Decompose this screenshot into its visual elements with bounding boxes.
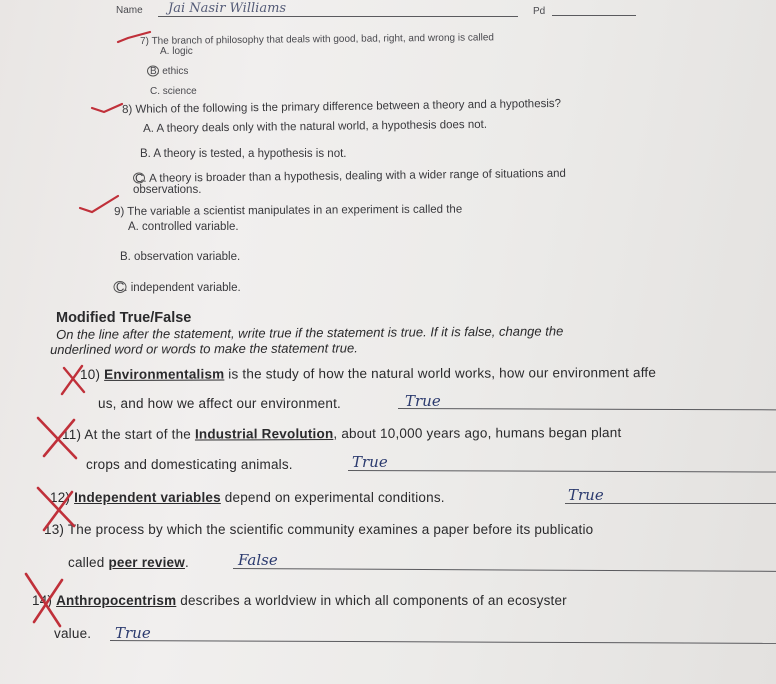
q11-text-line2: crops and domesticating animals. — [86, 457, 293, 472]
q9-option-b: B. observation variable. — [120, 251, 241, 263]
q7-selected-circle — [148, 66, 159, 76]
q10-x-mark — [62, 366, 84, 394]
q11-text-pre: At the start of the — [84, 426, 195, 442]
q8-option-a: A. A theory deals only with the natural world, a hypothesis does not. — [143, 118, 488, 135]
q9-selected-circle — [114, 282, 126, 293]
q13-number: 13) — [44, 522, 65, 537]
q12-text: depend on experimental conditions. — [220, 490, 445, 505]
q11-number: 11) — [62, 426, 82, 442]
q8-option-c: C. A theory is broader than a hypothesis, dealing with a wider range of situations and — [135, 167, 566, 185]
q11-underlined-term: Industrial Revolution — [194, 426, 334, 442]
name-label: Name — [116, 5, 143, 16]
q8-option-c-cont: observations. — [133, 184, 202, 196]
q13-underlined-term: peer review — [108, 555, 185, 570]
q9-option-a: A. controlled variable. — [128, 221, 239, 233]
q10-underlined-term: Environmentalism — [104, 366, 225, 382]
section-instructions-1: On the line after the statement, write true if the statement is true. If it is false, change the — [56, 323, 564, 342]
q13-text-pre: called — [68, 555, 109, 570]
q14-x-mark — [26, 574, 62, 626]
q11-answer: True — [352, 453, 388, 471]
q10-text-line2: us, and how we affect our environment. — [98, 396, 341, 411]
q7-option-b: B. ethics — [150, 66, 189, 77]
q8-selected-circle — [134, 173, 145, 183]
q7-option-c: C. science — [150, 86, 197, 97]
q14-answer: True — [115, 624, 151, 642]
question-7: 7) The branch of philosophy that deals with good, bad, right, and wrong is called — [140, 32, 495, 47]
question-8: 8) Which of the following is the primary difference between a theory and a hypothesis? — [122, 97, 562, 116]
q12-underlined-term: Independent variables — [74, 490, 221, 505]
period-label: Pd — [533, 6, 546, 17]
section-instructions-2: underlined word or words to make the statement true. — [50, 340, 358, 357]
q9-option-c: C. independent variable. — [116, 282, 241, 294]
q12-answer: True — [568, 486, 604, 504]
q11-text: , about 10,000 years ago, humans began plant — [333, 425, 622, 442]
q10-text: is the study of how the natural world works, how our environment affe — [224, 364, 657, 382]
q7-option-a: A. logic — [160, 46, 193, 57]
q10-number: 10) — [80, 366, 101, 382]
q7-check-mark — [118, 32, 150, 42]
q12-number: 12) — [50, 490, 71, 505]
q12-x-mark — [38, 488, 74, 530]
q13-text-line2: called peer review. — [68, 555, 189, 570]
q14-underlined-term: Anthropocentrism — [56, 593, 177, 608]
student-name: Jai Nasir Williams — [168, 1, 287, 16]
section-title: Modified True/False — [56, 310, 192, 326]
q13-text: The process by which the scientific community examines a paper before its publicatio — [67, 522, 594, 537]
q8-option-b: B. A theory is tested, a hypothesis is not. — [140, 148, 347, 160]
q14-text-line2: value. — [54, 626, 92, 641]
q14-text: describes a worldview in which all components of an ecosyster — [176, 593, 567, 608]
question-9: 9) The variable a scientist manipulates in an experiment is called the — [114, 203, 463, 218]
q13-answer: False — [238, 551, 278, 569]
q14-number: 14) — [32, 593, 53, 608]
q10-answer: True — [405, 392, 441, 410]
q8-check-mark — [92, 104, 122, 112]
q9-check-mark — [80, 196, 118, 212]
q11-x-mark — [38, 418, 76, 458]
